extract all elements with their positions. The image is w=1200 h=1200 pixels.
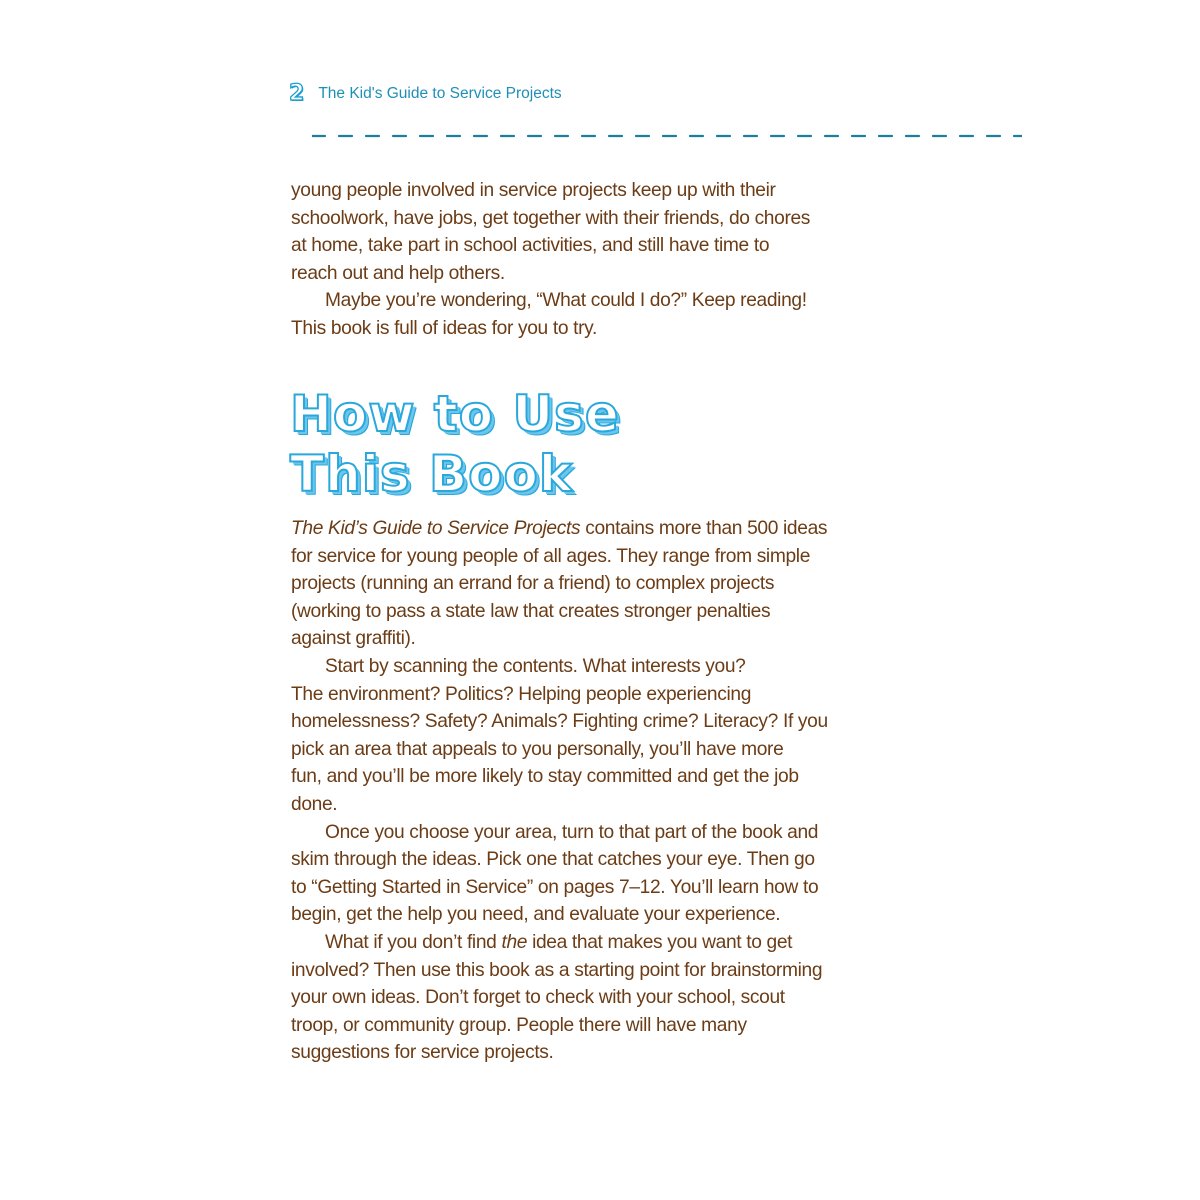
text-line: begin, get the help you need, and evaluate your experience. — [291, 904, 781, 926]
text-line: homelessness? Safety? Animals? Fighting crime? Literacy? If you — [291, 711, 828, 733]
text-line: The Kid’s Guide to Service Projects contains more than 500 ideas — [291, 518, 828, 539]
text-line: troop, or community group. People there will have many — [291, 1014, 747, 1036]
text-line: done. — [291, 793, 338, 815]
heading-line: This Book — [290, 445, 574, 503]
text-line: Once you choose your area, turn to that part of the book and — [325, 821, 819, 843]
page-number: 2 — [289, 81, 305, 106]
text-line: What if you don’t find the idea that makes you want to get — [325, 931, 793, 953]
text-line: to “Getting Started in Service” on pages 7–12. You’ll learn how to — [291, 876, 819, 898]
text-line: (working to pass a state law that creates stronger penalties — [291, 600, 771, 622]
dashed-rule — [312, 133, 1022, 139]
text-line: your own ideas. Don’t forget to check with your school, scout — [291, 987, 785, 1009]
text-line: Start by scanning the contents. What interests you? — [325, 655, 746, 677]
text-line: skim through the ideas. Pick one that catches your eye. Then go — [291, 849, 815, 871]
running-title: The Kid's Guide to Service Projects — [318, 85, 562, 102]
text-line: involved? Then use this book as a starting point for brainstorming — [291, 959, 823, 981]
emphasis: the — [501, 931, 528, 953]
heading-line: How to Use — [290, 385, 620, 443]
text-line: reach out and help others. — [291, 262, 505, 284]
text-line: against graffiti). — [291, 628, 416, 650]
text-line: suggestions for service projects. — [291, 1042, 554, 1064]
section-heading — [290, 384, 620, 504]
text-line: pick an area that appeals to you personally, you’ll have more — [291, 738, 784, 760]
text-line: young people involved in service projects keep up with their — [291, 180, 776, 201]
text-line: for service for young people of all ages. They range from simple — [291, 545, 811, 567]
section-body — [291, 515, 828, 1067]
text-line: Maybe you’re wondering, “What could I do?” Keep reading! — [325, 290, 807, 312]
text-line: This book is full of ideas for you to try. — [291, 317, 597, 339]
text-line: schoolwork, have jobs, get together with their friends, do chores — [291, 207, 811, 229]
book-title: The Kid’s Guide to Service Projects — [291, 518, 581, 539]
running-head — [289, 80, 562, 108]
text-line: at home, take part in school activities, and still have time to — [291, 235, 770, 257]
intro-text — [291, 177, 810, 343]
text-line: The environment? Politics? Helping people experiencing — [291, 683, 752, 705]
text-line: projects (running an errand for a friend) to complex projects — [291, 573, 775, 595]
text-line: fun, and you’ll be more likely to stay committed and get the job — [291, 766, 799, 788]
